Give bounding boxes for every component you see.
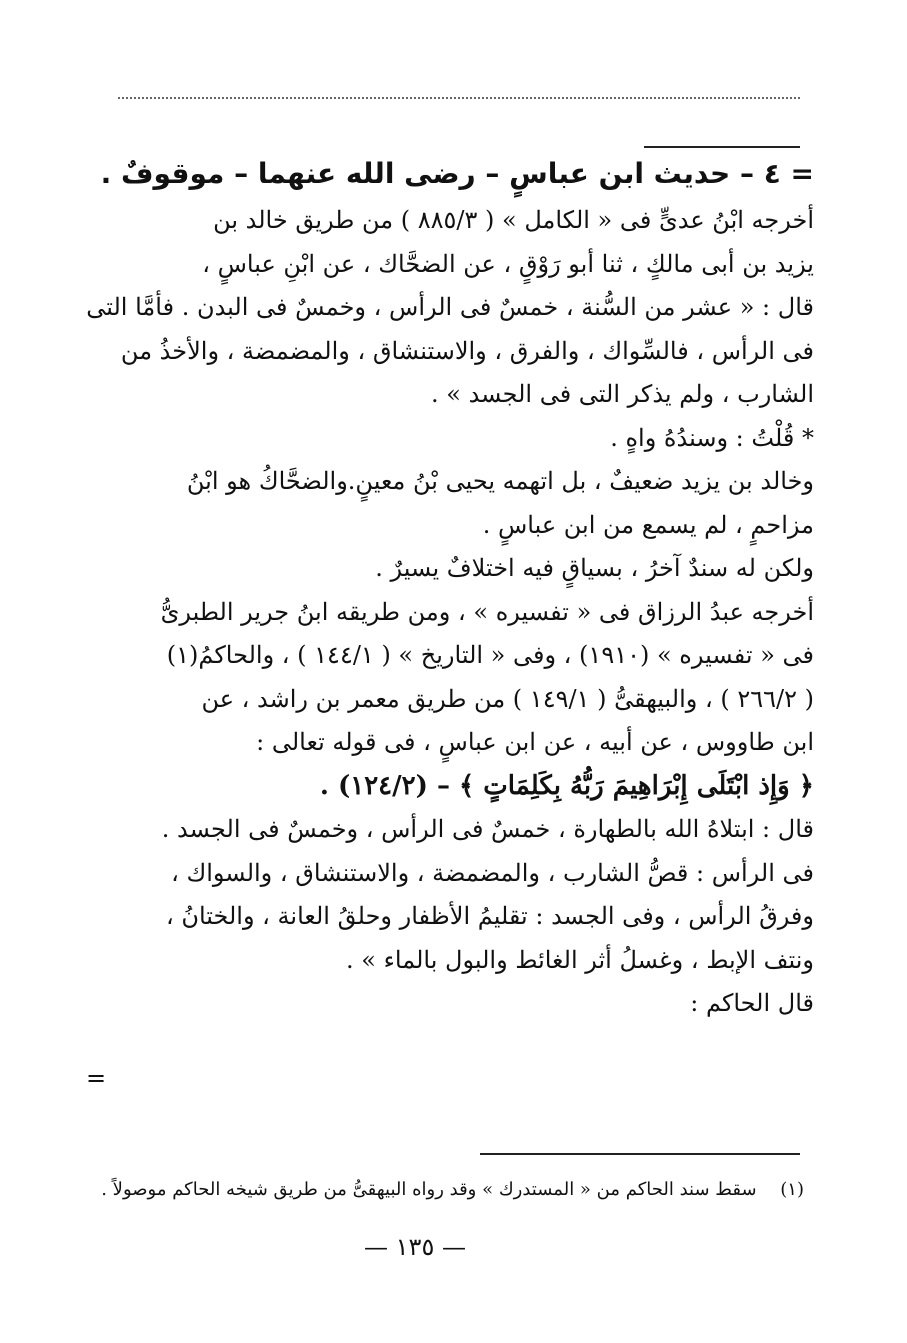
text-line: فى الرأس ، فالسِّواك ، والفرق ، والاستنشاق ، والمضمضة ، والأخذُ من [120, 336, 814, 365]
text-line: مزاحمٍ ، لم يسمع من ابن عباسٍ . [482, 510, 814, 539]
text-line: فى الرأس : قصُّ الشارب ، والمضمضة ، والاستنشاق ، والسواك ، [171, 858, 814, 887]
header-dotted-rule [118, 97, 800, 99]
text-line: ( ٢٦٦/٢ ) ، والبيهقىُّ ( ١٤٩/١ ) من طريق معمر بن راشد ، عن [201, 684, 814, 713]
text-line: فى « تفسيره » (١٩١٠) ، وفى « التاريخ » ( ١٤٤/١ ) ، والحاكمُ(١) [166, 641, 814, 669]
author-comment-line: * قُلْتُ : وسندُهُ واهٍ . [610, 423, 814, 452]
text-line: قال : ابتلاهُ الله بالطهارة ، خمسٌ فى الرأس ، وخمسٌ فى الجسد . [161, 815, 814, 843]
text-line: أخرجه عبدُ الرزاق فى « تفسيره » ، ومن طريقه ابنُ جرير الطبرىُّ [160, 597, 814, 626]
text-line: ولكن له سندٌ آخرُ ، بسياقٍ فيه اختلافٌ يسيرٌ . [375, 554, 814, 582]
footnote-rule [480, 1153, 800, 1155]
text-line: ونتف الإبط ، وغسلُ أثر الغائط والبول بالماء » . [346, 945, 814, 974]
footnote-number: (١) [780, 1179, 804, 1200]
section-heading: = ٤ – حديث ابن عباسٍ – رضى الله عنهما – موقوفٌ . [100, 157, 814, 190]
page-number: — ١٣٥ — [364, 1233, 466, 1261]
text-line: ابن طاووس ، عن أبيه ، عن ابن عباسٍ ، فى قوله تعالى : [256, 728, 814, 756]
footnote [82, 1175, 804, 1205]
text-line: قال : « عشر من السُّنة ، خمسٌ فى الرأس ، وخمسٌ فى البدن . فأمَّا التى [86, 293, 814, 321]
text-line: أخرجه ابْنُ عدىٍّ فى « الكامل » ( ٨٨٥/٣ ) من طريق خالد بن [213, 206, 814, 234]
text-line: وفرقُ الرأس ، وفى الجسد : تقليمُ الأظفار وحلقُ العانة ، والختانُ ، [165, 902, 814, 930]
quran-verse-line: ﴿ وَإِذ ابْتَلَى إِبْرَاهِيمَ رَبُّهُ بِكَلِمَاتٍ ﴾ – (١٢٤/٢) . [319, 770, 814, 801]
text-line: قال الحاكم : [690, 989, 814, 1017]
section-top-rule [644, 146, 800, 148]
page-body [86, 149, 814, 1026]
continuation-mark: = [86, 1064, 107, 1092]
text-line: يزيد بن أبى مالكٍ ، ثنا أبو رَوْقٍ ، عن الضحَّاك ، عن ابْنِ عباسٍ ، [202, 249, 814, 278]
text-line: وخالد بن يزيد ضعيفٌ ، بل اتهمه يحيى بْنُ معينٍ.والضحَّاكُ هو ابْنُ [186, 467, 814, 495]
text-line: الشارب ، ولم يذكر التى فى الجسد » . [431, 380, 814, 408]
footnote-text: سقط سند الحاكم من « المستدرك » وقد رواه البيهقىُّ من طريق شيخه الحاكم موصولاً . [101, 1179, 757, 1200]
